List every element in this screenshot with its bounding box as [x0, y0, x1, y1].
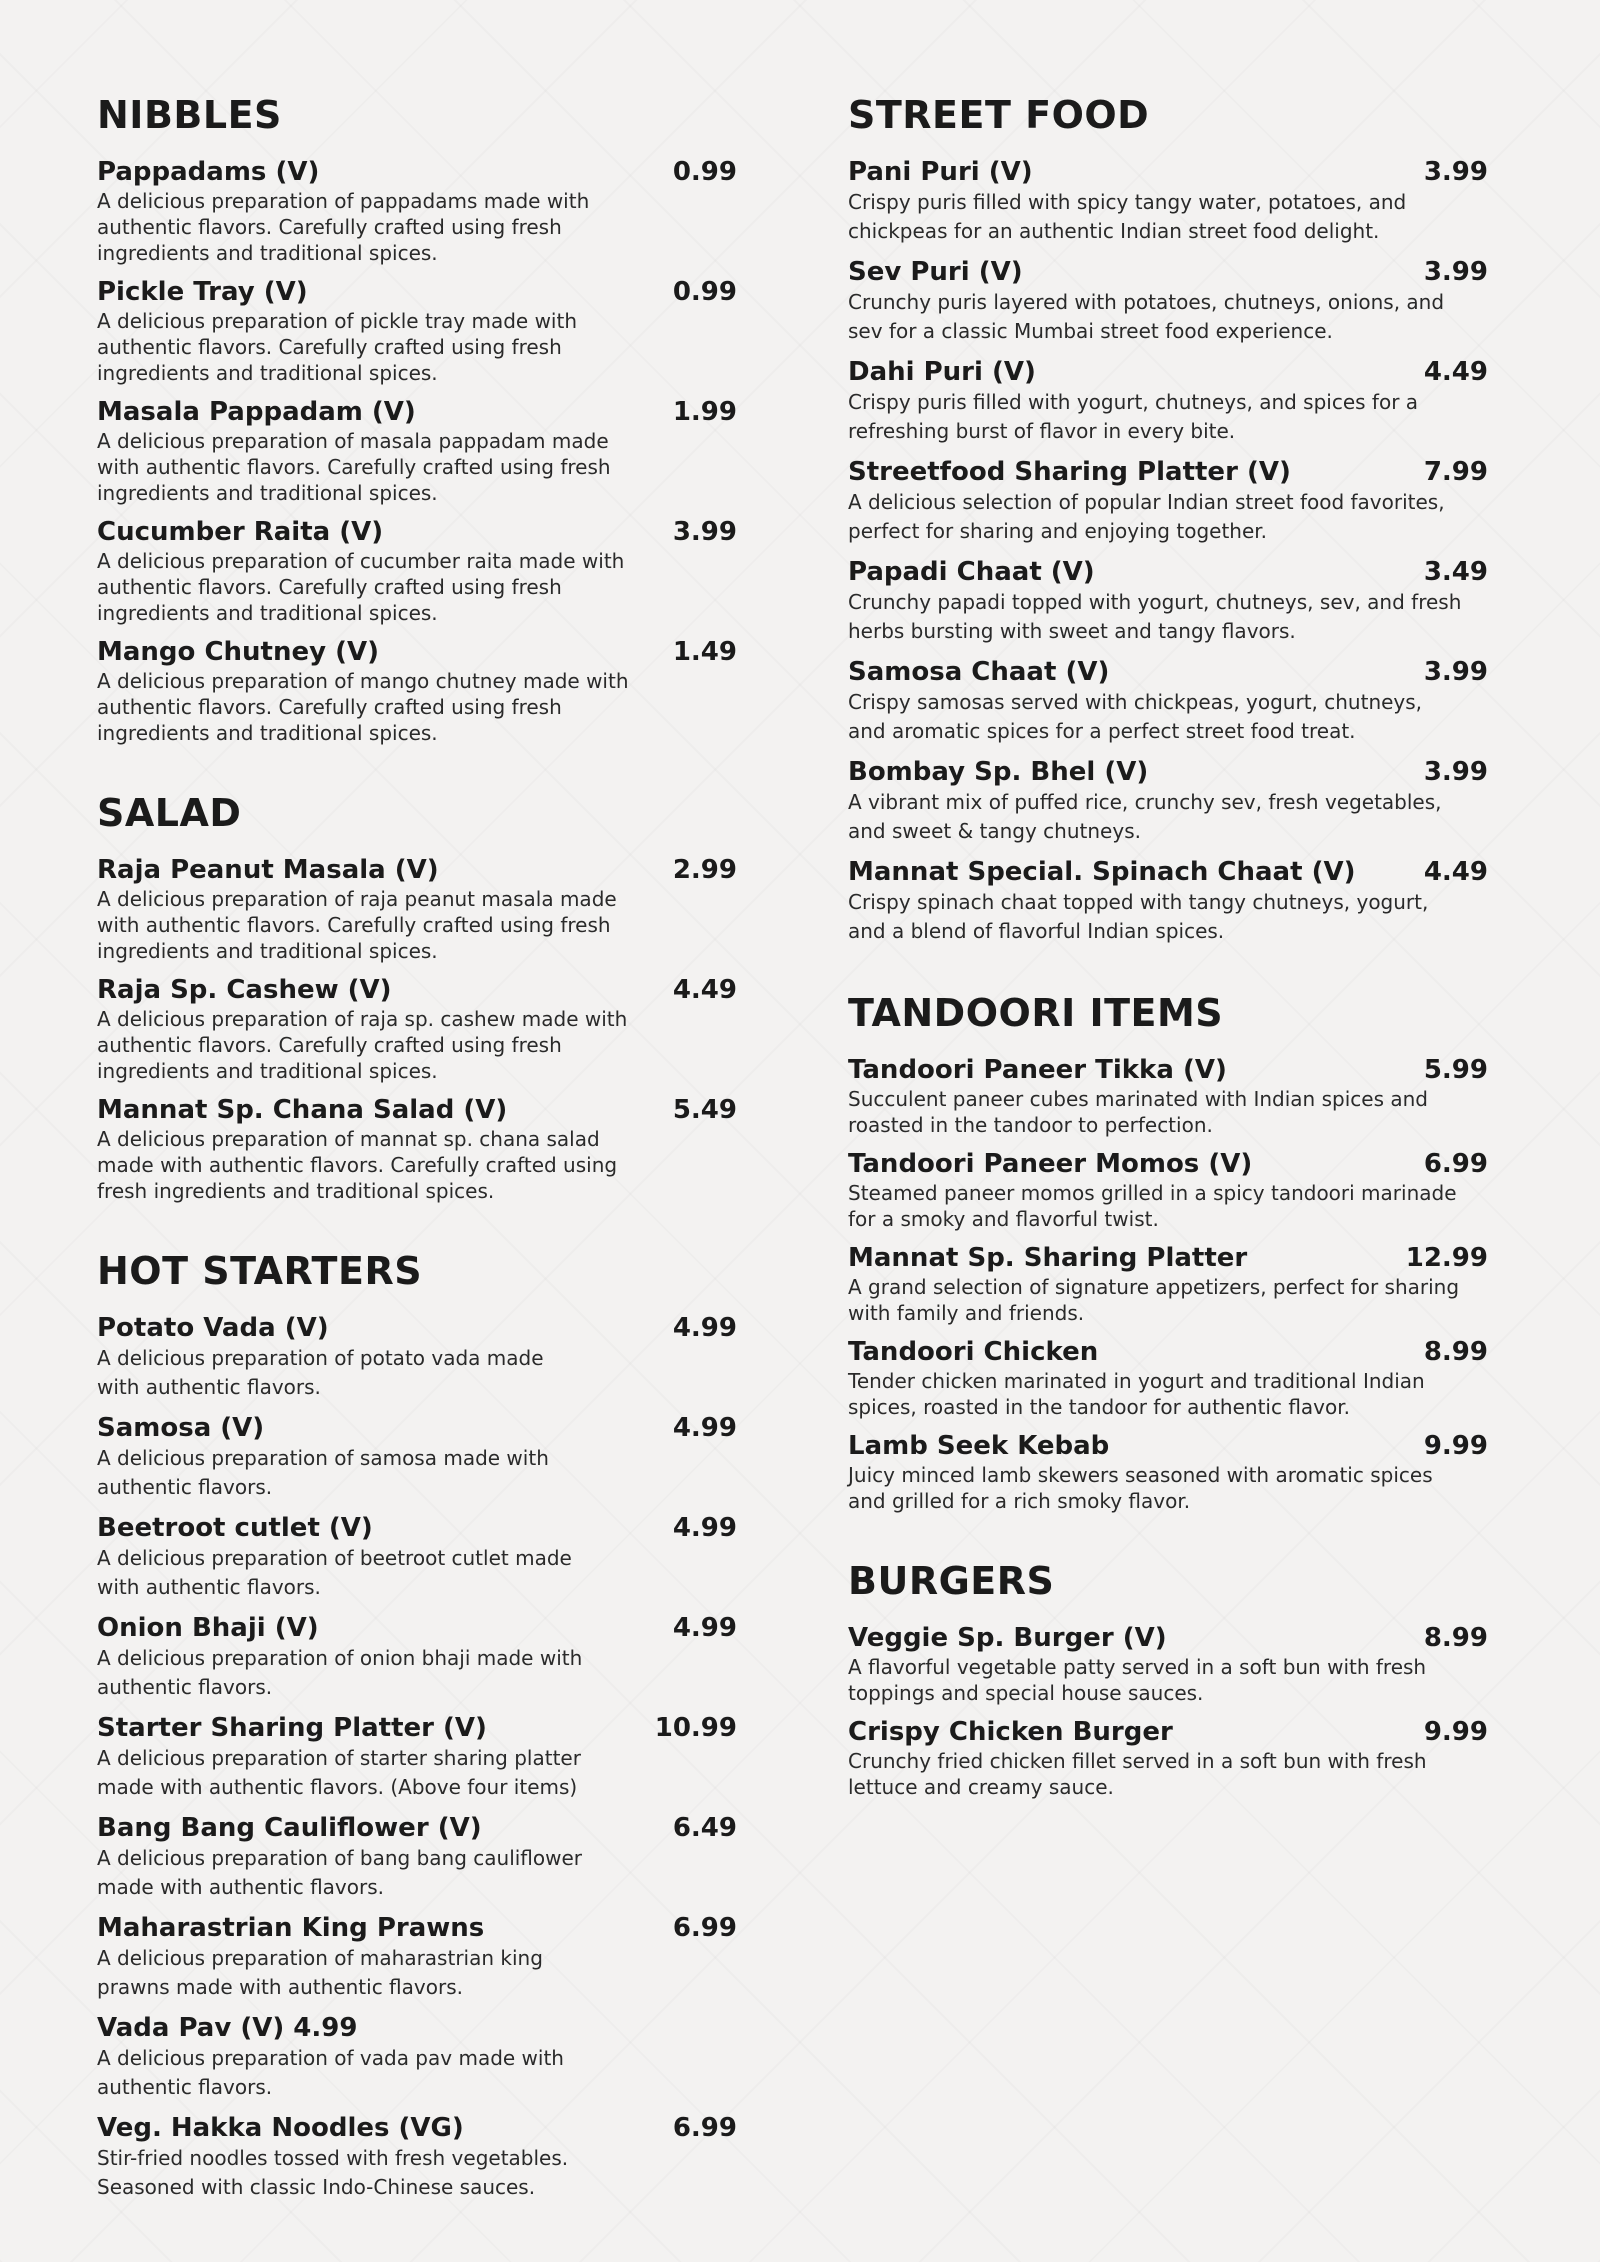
menu-item-description: A flavorful vegetable patty served in a soft bun with fresh toppings and special house sauces. [848, 1655, 1427, 1705]
menu-item-price: 9.99 [1423, 1717, 1488, 1747]
menu-item-description: A delicious preparation of raja sp. cashew made with authentic flavors. Carefully crafted using fresh ingredients and traditional spices. [97, 1007, 628, 1083]
menu-item-description: Crispy puris filled with spicy tangy water, potatoes, and chickpeas for an authentic Indian street food delight. [848, 190, 1407, 243]
menu-item [97, 396, 737, 506]
menu-item-description: Crunchy fried chicken fillet served in a soft bun with fresh lettuce and creamy sauce. [848, 1749, 1427, 1799]
menu-item-description: A vibrant mix of puffed rice, crunchy sev, fresh vegetables, and sweet & tangy chutneys. [848, 790, 1442, 843]
menu-item [848, 1716, 1488, 1800]
menu-item [848, 656, 1488, 746]
menu-item-name: Vada Pav (V) 4.99 [97, 2013, 358, 2043]
menu-item-name: Bombay Sp. Bhel (V) [848, 757, 1149, 787]
menu-item-header [97, 396, 737, 428]
menu-item-name: Crispy Chicken Burger [848, 1717, 1173, 1747]
menu-item-header [97, 1712, 737, 1744]
menu-item-description: Crispy samosas served with chickpeas, yogurt, chutneys, and aromatic spices for a perfect street food treat. [848, 690, 1423, 743]
menu-item [848, 256, 1488, 346]
menu-item [97, 156, 737, 266]
menu-item-header [848, 1336, 1488, 1368]
menu-item-header [97, 156, 737, 188]
menu-item [848, 156, 1488, 246]
left-column [97, 92, 737, 2246]
menu-item [97, 2012, 737, 2102]
section-burgers [848, 1558, 1488, 1800]
section-title: STREET FOOD [848, 93, 1150, 137]
menu-item [97, 1812, 737, 1902]
section-title: HOT STARTERS [97, 1249, 423, 1293]
menu-item-name: Maharastrian King Prawns [97, 1913, 485, 1943]
menu-item-name: Veg. Hakka Noodles (VG) [97, 2113, 464, 2143]
menu-item-price: 3.99 [1423, 157, 1488, 187]
menu-item-price: 0.99 [672, 157, 737, 187]
menu-item [848, 356, 1488, 446]
menu-item-description: A delicious preparation of potato vada made with authentic flavors. [97, 1346, 544, 1399]
menu-item-name: Onion Bhaji (V) [97, 1613, 319, 1643]
menu-item-description: Juicy minced lamb skewers seasoned with aromatic spices and grilled for a rich smoky flavor. [848, 1463, 1433, 1513]
menu-item-header [848, 1148, 1488, 1180]
menu-item-price: 1.49 [672, 637, 737, 667]
menu-item-price: 0.99 [672, 277, 737, 307]
menu-item-name: Pani Puri (V) [848, 157, 1033, 187]
menu-item-price: 4.49 [1423, 857, 1488, 887]
menu-item-price: 3.99 [672, 517, 737, 547]
menu-item-name: Potato Vada (V) [97, 1313, 329, 1343]
menu-item [848, 856, 1488, 946]
menu-item-price: 9.99 [1423, 1431, 1488, 1461]
menu-item-description: Stir-fried noodles tossed with fresh vegetables. Seasoned with classic Indo-Chinese sauces. [97, 2146, 569, 2199]
right-column [848, 92, 1488, 1844]
menu-item-header [97, 516, 737, 548]
menu-item-header [97, 1612, 737, 1644]
menu-item-description: A delicious preparation of bang bang cauliflower made with authentic flavors. [97, 1846, 583, 1899]
menu-item-header [97, 1512, 737, 1544]
section-title: NIBBLES [97, 93, 282, 137]
menu-item-price: 12.99 [1405, 1243, 1488, 1273]
menu-item-header [97, 276, 737, 308]
menu-item [97, 636, 737, 746]
menu-item-name: Samosa Chaat (V) [848, 657, 1110, 687]
menu-item-name: Dahi Puri (V) [848, 357, 1036, 387]
menu-item [97, 854, 737, 964]
menu-item-header [97, 974, 737, 1006]
menu-item-price: 7.99 [1423, 457, 1488, 487]
menu-item-description: A delicious preparation of maharastrian king prawns made with authentic flavors. [97, 1946, 543, 1999]
menu-item-header [97, 2012, 737, 2044]
menu-item-name: Papadi Chaat (V) [848, 557, 1095, 587]
menu-item-header [848, 1054, 1488, 1086]
menu-item-header [97, 1812, 737, 1844]
menu-item-description: A delicious selection of popular Indian street food favorites, perfect for sharing and enjoying together. [848, 490, 1445, 543]
menu-item-description: A delicious preparation of pappadams made with authentic flavors. Carefully crafted using fresh ingredients and traditional spices. [97, 189, 590, 265]
menu-item [97, 1712, 737, 1802]
menu-item-header [848, 1242, 1488, 1274]
menu-item-price: 4.99 [672, 1413, 737, 1443]
menu-item-price: 4.99 [672, 1313, 737, 1343]
menu-item-price: 2.99 [672, 855, 737, 885]
menu-item-description: Crunchy papadi topped with yogurt, chutneys, sev, and fresh herbs bursting with sweet and tangy flavors. [848, 590, 1462, 643]
menu-item-name: Beetroot cutlet (V) [97, 1513, 373, 1543]
menu-item [97, 1312, 737, 1402]
menu-item-price: 5.49 [672, 1095, 737, 1125]
menu-item [848, 1622, 1488, 1706]
menu-item [97, 516, 737, 626]
menu-item-header [848, 556, 1488, 588]
menu-item [848, 1148, 1488, 1232]
menu-item-price: 6.99 [672, 2113, 737, 2143]
menu-item [848, 1242, 1488, 1326]
menu-item-name: Veggie Sp. Burger (V) [848, 1623, 1167, 1653]
menu-item [848, 456, 1488, 546]
section-tandoori-items [848, 990, 1488, 1514]
menu-item-name: Raja Sp. Cashew (V) [97, 975, 392, 1005]
menu-item-price: 5.99 [1423, 1055, 1488, 1085]
menu-item-price: 1.99 [672, 397, 737, 427]
menu-item-description: Crispy puris filled with yogurt, chutneys, and spices for a refreshing burst of flavor in every bite. [848, 390, 1419, 443]
menu-item [848, 1054, 1488, 1138]
menu-item-price: 4.99 [672, 1613, 737, 1643]
menu-item-name: Mannat Sp. Sharing Platter [848, 1243, 1248, 1273]
menu-item-description: A delicious preparation of raja peanut masala made with authentic flavors. Carefully crafted using fresh ingredients and traditional spices. [97, 887, 617, 963]
menu-item-header [848, 1622, 1488, 1654]
menu-item-name: Pappadams (V) [97, 157, 320, 187]
menu-item-price: 3.99 [1423, 257, 1488, 287]
menu-item [848, 556, 1488, 646]
section-title: SALAD [97, 791, 242, 835]
menu-item [97, 1094, 737, 1204]
menu-item-header [848, 456, 1488, 488]
menu-item-header [97, 636, 737, 668]
menu-item-name: Sev Puri (V) [848, 257, 1023, 287]
menu-item-name: Streetfood Sharing Platter (V) [848, 457, 1291, 487]
menu-item-name: Tandoori Paneer Momos (V) [848, 1149, 1253, 1179]
menu-item-header [97, 2112, 737, 2144]
menu-item-name: Tandoori Paneer Tikka (V) [848, 1055, 1227, 1085]
menu-item-description: A delicious preparation of mannat sp. chana salad made with authentic flavors. Carefully crafted using fresh ingredients and traditional spices. [97, 1127, 618, 1203]
menu-item-description: A delicious preparation of mango chutney made with authentic flavors. Carefully crafted using fresh ingredients and traditional spices. [97, 669, 629, 745]
menu-item-price: 8.99 [1423, 1337, 1488, 1367]
menu-item-description: A delicious preparation of starter sharing platter made with authentic flavors. (Above four items) [97, 1746, 581, 1799]
menu-item-description: Crispy spinach chaat topped with tangy chutneys, yogurt, and a blend of flavorful Indian spices. [848, 890, 1429, 943]
menu-item [848, 756, 1488, 846]
menu-item [97, 1512, 737, 1602]
menu-item-header [848, 756, 1488, 788]
menu-item [848, 1336, 1488, 1420]
menu-item-header [97, 1094, 737, 1126]
menu-item-price: 8.99 [1423, 1623, 1488, 1653]
menu-item-header [848, 856, 1488, 888]
section-nibbles [97, 92, 737, 746]
section-title: BURGERS [848, 1559, 1055, 1603]
menu-item-description: Steamed paneer momos grilled in a spicy tandoori marinade for a smoky and flavorful twist. [848, 1181, 1457, 1231]
menu-item-header [848, 256, 1488, 288]
menu-item-description: A delicious preparation of onion bhaji made with authentic flavors. [97, 1646, 583, 1699]
menu-item-header [848, 356, 1488, 388]
menu-item-price: 4.99 [672, 1513, 737, 1543]
menu-item-price: 3.49 [1423, 557, 1488, 587]
menu-item-price: 4.49 [1423, 357, 1488, 387]
menu-item-header [97, 1312, 737, 1344]
menu-item-name: Lamb Seek Kebab [848, 1431, 1110, 1461]
menu-item-price: 3.99 [1423, 757, 1488, 787]
menu-item-name: Bang Bang Cauliflower (V) [97, 1813, 482, 1843]
section-street-food [848, 92, 1488, 946]
menu-item-description: Succulent paneer cubes marinated with Indian spices and roasted in the tandoor to perfection. [848, 1087, 1428, 1137]
menu-item-description: A delicious preparation of masala pappadam made with authentic flavors. Carefully crafted using fresh ingredients and traditional spices. [97, 429, 611, 505]
section-title: TANDOORI ITEMS [848, 991, 1224, 1035]
section-hot-starters [97, 1248, 737, 2202]
menu-item-description: A delicious preparation of samosa made with authentic flavors. [97, 1446, 549, 1499]
section-salad [97, 790, 737, 1204]
menu-item-name: Tandoori Chicken [848, 1337, 1099, 1367]
menu-item-header [97, 854, 737, 886]
menu-item [97, 974, 737, 1084]
menu-item-price: 4.49 [672, 975, 737, 1005]
menu-item-name: Masala Pappadam (V) [97, 397, 416, 427]
menu-item-price: 3.99 [1423, 657, 1488, 687]
menu-item-name: Starter Sharing Platter (V) [97, 1713, 487, 1743]
menu-item-description: A delicious preparation of cucumber raita made with authentic flavors. Carefully crafted using fresh ingredients and traditional spices. [97, 549, 625, 625]
menu-item-price: 6.49 [672, 1813, 737, 1843]
menu-item-name: Pickle Tray (V) [97, 277, 308, 307]
menu-item [97, 1912, 737, 2002]
menu-item-name: Cucumber Raita (V) [97, 517, 384, 547]
menu-item-name: Samosa (V) [97, 1413, 265, 1443]
menu-item-price: 6.99 [672, 1913, 737, 1943]
menu-item-header [848, 656, 1488, 688]
menu-item-price: 6.99 [1423, 1149, 1488, 1179]
menu-item-price: 10.99 [654, 1713, 737, 1743]
menu-item [97, 276, 737, 386]
menu-item-header [848, 156, 1488, 188]
menu-item-header [97, 1412, 737, 1444]
menu-item-name: Raja Peanut Masala (V) [97, 855, 439, 885]
menu-item-description: Tender chicken marinated in yogurt and traditional Indian spices, roasted in the tandoor for authentic flavor. [848, 1369, 1425, 1419]
menu-item-description: Crunchy puris layered with potatoes, chutneys, onions, and sev for a classic Mumbai street food experience. [848, 290, 1445, 343]
menu-item [848, 1430, 1488, 1514]
menu-item-header [97, 1912, 737, 1944]
menu-item [97, 2112, 737, 2202]
menu-item-description: A grand selection of signature appetizers, perfect for sharing with family and friends. [848, 1275, 1460, 1325]
menu-item [97, 1412, 737, 1502]
menu-item-description: A delicious preparation of vada pav made with authentic flavors. [97, 2046, 564, 2099]
menu-item-name: Mannat Special. Spinach Chaat (V) [848, 857, 1356, 887]
menu-item [97, 1612, 737, 1702]
menu-item-description: A delicious preparation of pickle tray made with authentic flavors. Carefully crafted using fresh ingredients and traditional spices. [97, 309, 577, 385]
menu-item-name: Mannat Sp. Chana Salad (V) [97, 1095, 508, 1125]
menu-item-header [848, 1716, 1488, 1748]
menu-item-header [848, 1430, 1488, 1462]
menu-item-name: Mango Chutney (V) [97, 637, 380, 667]
menu-item-description: A delicious preparation of beetroot cutlet made with authentic flavors. [97, 1546, 572, 1599]
